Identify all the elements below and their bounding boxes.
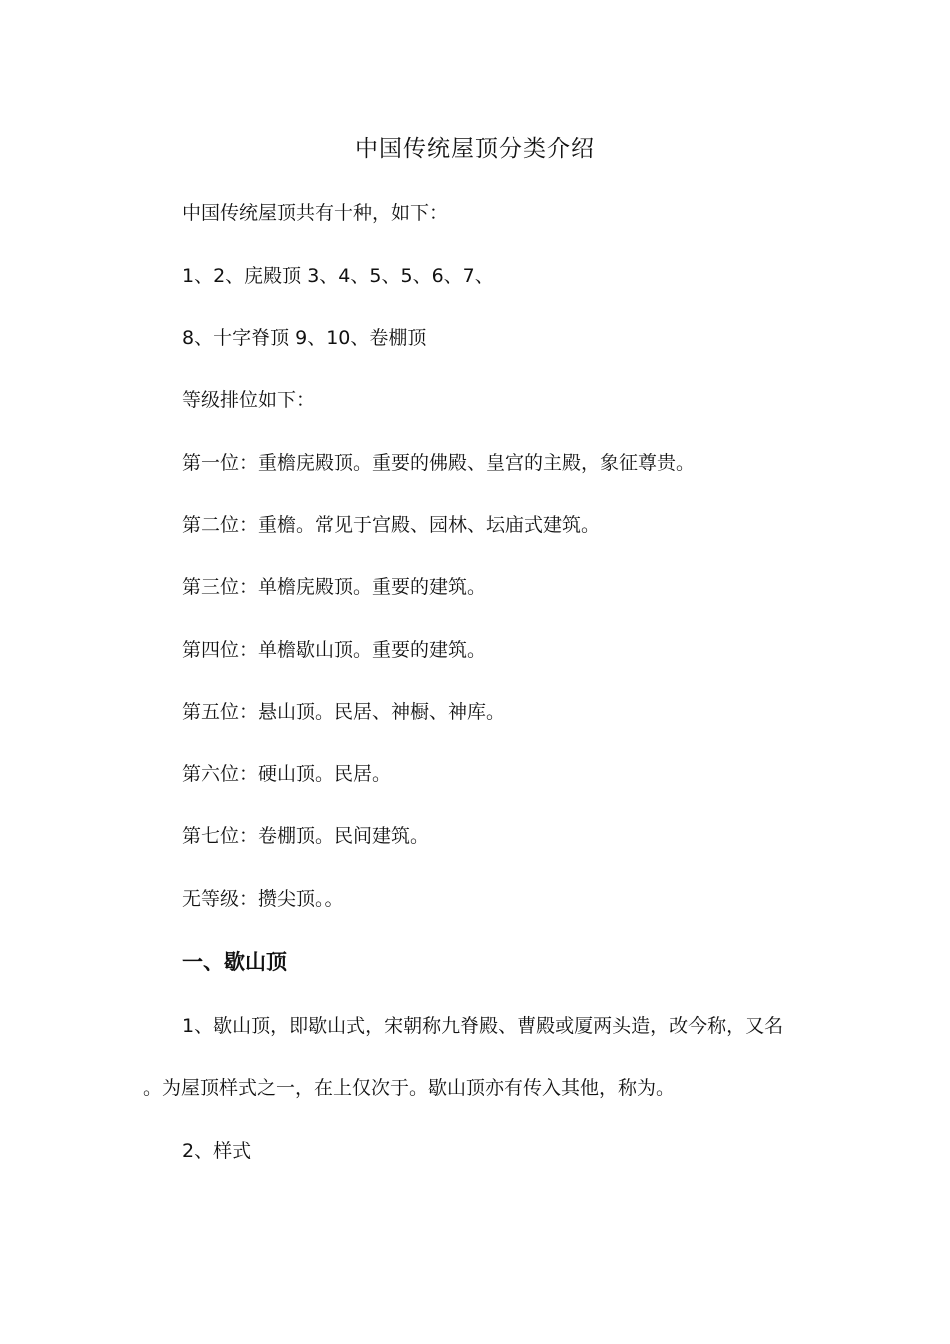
document-title: 中国传统屋顶分类介绍 — [355, 136, 595, 162]
rank-item-4: 第四位：单檐歇山顶。重要的建筑。 — [182, 639, 487, 661]
rank-item-5: 第五位：悬山顶。民居、神橱、神库。 — [182, 701, 506, 723]
section-paragraph-line-1: 1、歇山顶，即歇山式，宋朝称九脊殿、曹殿或厦两头造，改今称，又名 — [182, 1015, 784, 1037]
rank-intro: 等级排位如下： — [182, 389, 316, 411]
rank-item-7: 第七位：卷棚顶。民间建筑。 — [182, 825, 430, 847]
roof-list-line-2: 8、十字脊顶 9、10、卷棚顶 — [182, 327, 427, 349]
rank-item-2: 第二位：重檐。常见于宫殿、园林、坛庙式建筑。 — [182, 514, 601, 536]
rank-item-3: 第三位：单檐庑殿顶。重要的建筑。 — [182, 576, 487, 598]
rank-item-1: 第一位：重檐庑殿顶。重要的佛殿、皇宫的主殿，象征尊贵。 — [182, 452, 696, 474]
intro-paragraph: 中国传统屋顶共有十种，如下： — [182, 202, 449, 224]
rank-item-none: 无等级：攒尖顶。。 — [182, 888, 344, 910]
section-paragraph-line-2: 。为屋顶样式之一，在上仅次于。歇山顶亦有传入其他，称为。 — [143, 1077, 676, 1099]
section-heading: 一、歇山顶 — [182, 950, 287, 974]
rank-item-6: 第六位：硬山顶。民居。 — [182, 763, 392, 785]
section-subheading: 2、样式 — [182, 1140, 252, 1162]
roof-list-line-1: 1、2、庑殿顶 3、4、5、5、6、7、 — [182, 265, 494, 287]
